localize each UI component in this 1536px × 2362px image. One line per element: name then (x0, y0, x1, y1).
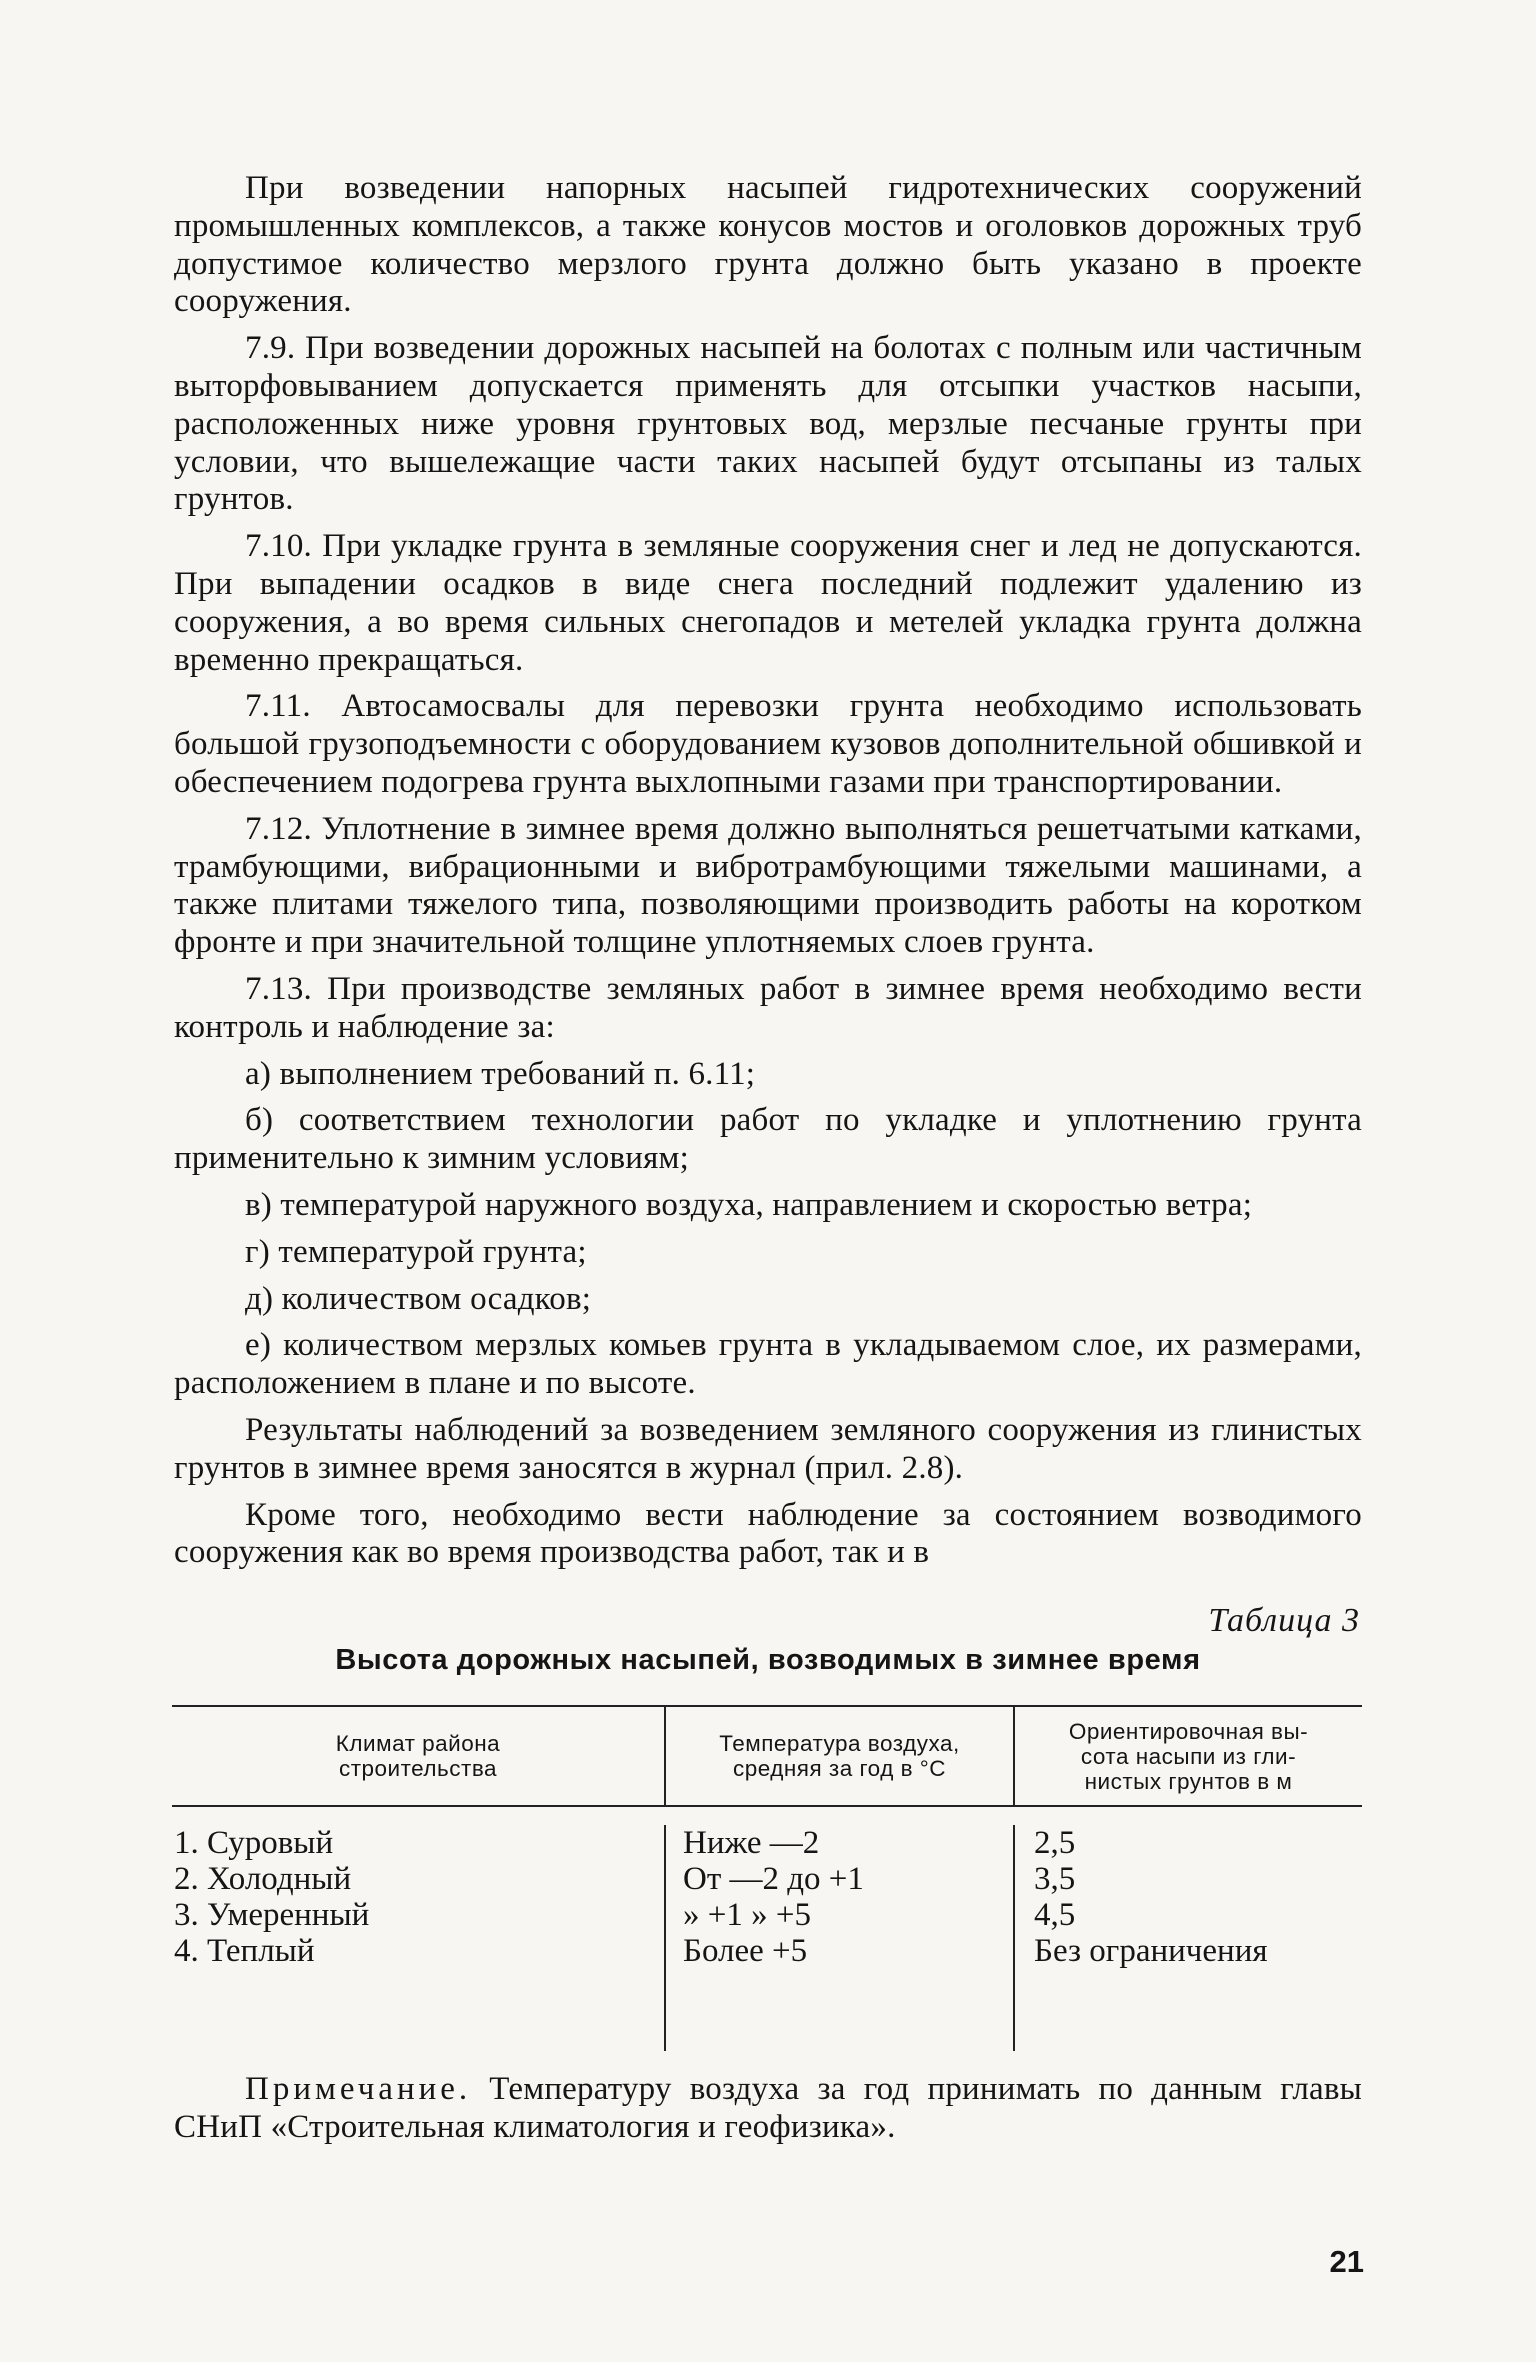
paragraph-7-10: 7.10. При укладке грунта в земляные сооружения снег и лед не допускаются. При выпадении осадков в виде снега последний подлежит удалению из сооружения, а во время сильных снегопадов и метелей укладка грунта должна временно прекращаться. (174, 528, 1362, 678)
list-item-e: е) количеством мерзлых комьев грунта в укладываемом слое, их размерами, расположением в плане и по высоте. (174, 1327, 1362, 1402)
table-cell: Без ограничения (1034, 1933, 1268, 1970)
list-item-v: в) температурой наружного воздуха, направлением и скоростью ветра; (245, 1186, 1253, 1223)
table-cell: 2,5 (1034, 1825, 1076, 1862)
header-climate-line-1: Климат района (335, 1731, 501, 1757)
note-text: Температуру воздуха за год принимать по данным главы СНиП «Строительная климатология и геофизика». (174, 2071, 1362, 2145)
list-item-b: б) соответствием технологии работ по укладке и уплотнению грунта применительно к зимним условиям; (174, 1102, 1362, 1177)
header-height (1015, 1719, 1362, 1794)
list-item-g: г) температурой грунта; (245, 1233, 587, 1270)
table-title: Высота дорожных насыпей, возводимых в зимнее время (335, 1644, 1201, 1677)
table (172, 1705, 1362, 2051)
table-body-divider-2 (1013, 1825, 1015, 2051)
table-cell: 3. Умеренный (174, 1897, 370, 1934)
table-header-rule (172, 1805, 1362, 1807)
paragraph-7-13: 7.13. При производстве земляных работ в зимнее время необходимо вести контроль и наблюдение за: (174, 970, 1362, 1045)
header-height-line-1: Ориентировочная вы- (1068, 1719, 1309, 1745)
header-temperature-line-2: средняя за год в °С (732, 1756, 947, 1782)
paragraph-7-11: 7.11. Автосамосвалы для перевозки грунта необходимо использовать большой грузоподъемности с оборудованием кузовов дополнительной обшивкой и обеспечением подогрева грунта выхлопными газами при транспортировании. (174, 688, 1362, 800)
table-cell: 3,5 (1034, 1861, 1076, 1898)
paragraph-results: Результаты наблюдений за возведением земляного сооружения из глинистых грунтов в зимнее время заносятся в журнал (прил. 2.8). (174, 1411, 1362, 1486)
table-cell: Более +5 (683, 1933, 808, 1970)
note-label: Примечание. (245, 2071, 472, 2108)
table-cell: 4. Теплый (174, 1933, 315, 1970)
paragraph-7-12: 7.12. Уплотнение в зимнее время должно выполняться решетчатыми катками, трамбующими, вибрационными и вибротрамбующими тяжелыми машинами, а также плитами тяжелого типа, позволяющими производить работы на коротком фронте и при значительной толщине уплотняемых слоев грунта. (174, 810, 1362, 961)
table-number: Таблица 3 (1208, 1602, 1360, 1640)
table-note (174, 2071, 1362, 2147)
table-cell: 1. Суровый (174, 1825, 334, 1862)
header-climate (172, 1731, 664, 1781)
header-height-line-2: сота насыпи из гли- (1080, 1744, 1297, 1770)
list-item-d: д) количеством осадков; (245, 1280, 592, 1317)
header-climate-line-2: строительства (338, 1756, 498, 1782)
page-number: 21 (1329, 2244, 1364, 2279)
list-item-a: а) выполнением требований п. 6.11; (245, 1055, 756, 1092)
page-body (174, 170, 1362, 2147)
paragraph-intro: При возведении напорных насыпей гидротехнических сооружений промышленных комплексов, а также конусов мостов и оголовков дорожных труб допустимое количество мерзлого грунта должно быть указано в проекте сооружения. (174, 170, 1362, 320)
table-top-rule (172, 1705, 1362, 1707)
table-body-divider-1 (664, 1825, 666, 2051)
header-temperature-line-1: Температура воздуха, (719, 1731, 960, 1757)
paragraph-7-9: 7.9. При возведении дорожных насыпей на болотах с полным или частичным выторфовыванием допускается применять для отсыпки участков насыпи, расположенных ниже уровня грунтовых вод, мерзлые песчаные грунты при условии, что вышележащие части таких насыпей будут отсыпаны из талых грунтов. (174, 330, 1362, 518)
header-temperature (666, 1731, 1013, 1781)
table-cell: » +1 » +5 (683, 1897, 811, 1934)
table-cell: Ниже —2 (683, 1825, 820, 1862)
header-height-line-3: нистых грунтов в м (1084, 1769, 1293, 1795)
table-cell: От —2 до +1 (683, 1861, 864, 1898)
paragraph-moreover: Кроме того, необходимо вести наблюдение за состоянием возводимого сооружения как во время производства работ, так и в (174, 1496, 1362, 1571)
column-temperature (683, 1825, 864, 1969)
table-cell: 2. Холодный (174, 1861, 352, 1898)
column-climate (174, 1825, 369, 1969)
column-height (1034, 1825, 1268, 1969)
table-cell: 4,5 (1034, 1897, 1076, 1934)
